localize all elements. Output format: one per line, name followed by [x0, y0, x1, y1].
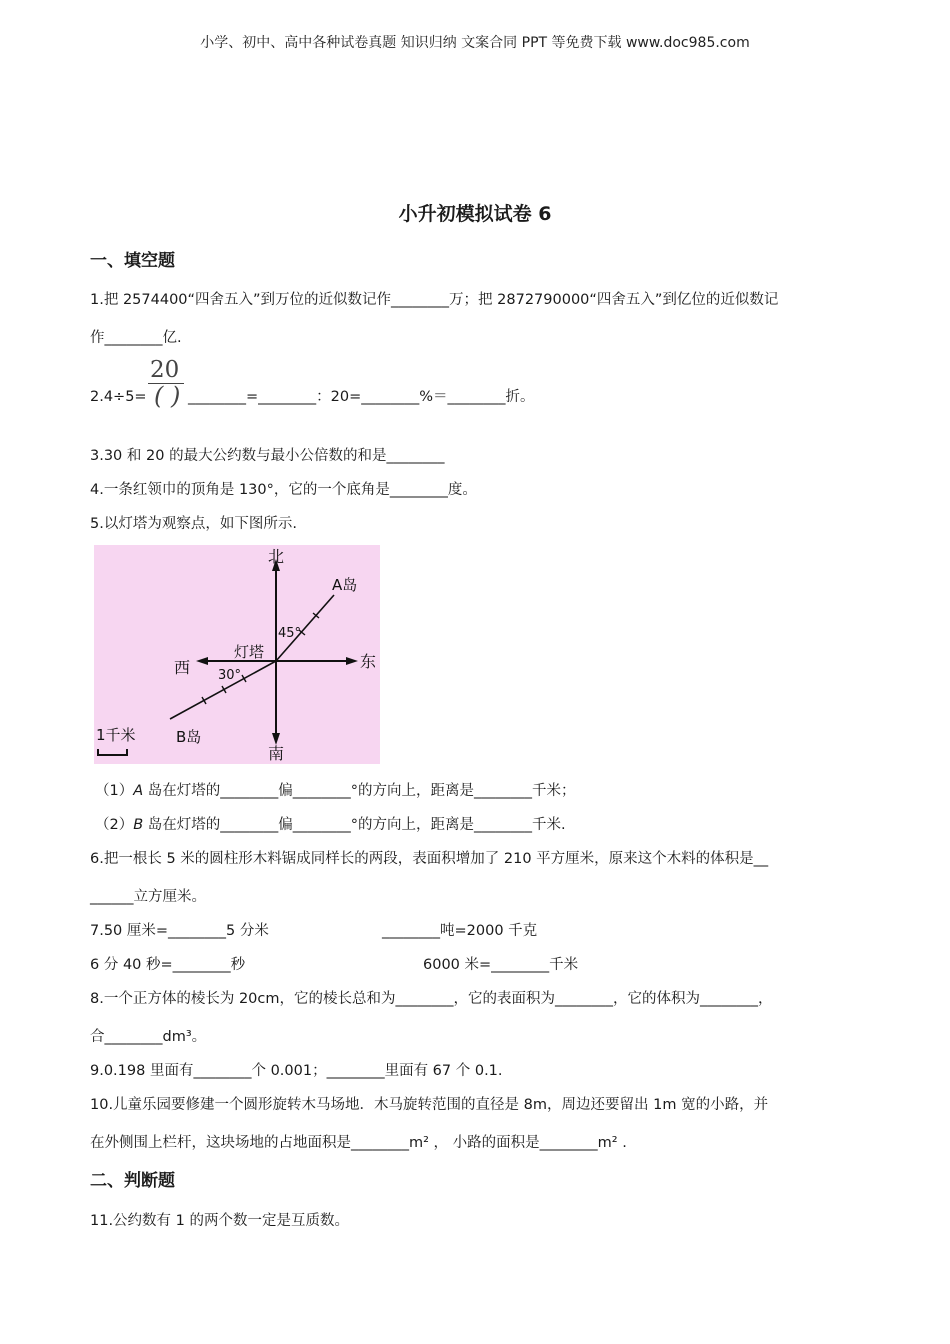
question-1-line-1: 1.把 2574400“四舍五入”到万位的近似数记作________万；把 2872790000“四舍五入”到亿位的近似数记 — [90, 292, 779, 308]
sub-2-number: （2） — [95, 817, 134, 833]
fraction-denominator: ( ) — [154, 382, 181, 410]
question-7-a: 7.50 厘米=________5 分米 — [90, 923, 269, 939]
fraction-numerator: 20 — [150, 357, 180, 383]
sub-1-letter: A — [133, 783, 144, 799]
sub-2-letter: B — [133, 817, 144, 833]
question-8-line-2: 合________dm³。 — [90, 1029, 207, 1045]
question-1-line-2: 作________亿. — [90, 330, 182, 346]
b-island-label: B岛 — [176, 728, 202, 746]
section-judge-heading: 二、判断题 — [90, 1171, 175, 1191]
sub-2-text: 岛在灯塔的________偏________°的方向上，距离是________千米. — [143, 817, 566, 833]
question-7-b: ________吨=2000 千克 — [382, 923, 538, 939]
question-2-rest: ________=________：20=________%＝________折。 — [188, 389, 535, 405]
question-11: 11.公约数有 1 的两个数一定是互质数。 — [90, 1213, 350, 1229]
question-2-fraction — [146, 357, 186, 410]
question-4: 4.一条红领巾的顶角是 130°，它的一个底角是________度。 — [90, 482, 477, 498]
question-5-sub-1 — [95, 781, 576, 801]
south-label: 南 — [268, 744, 285, 763]
question-5-sub-2 — [95, 815, 566, 835]
question-8-line-1: 8.一个正方体的棱长为 20cm，它的棱长总和为________，它的表面积为________，它的体积为________， — [90, 991, 773, 1007]
question-10-line-1: 10.儿童乐园要修建一个圆形旋转木马场地．木马旋转范围的直径是 8m，周边还要留出 1m 宽的小路，并 — [90, 1097, 769, 1113]
lighthouse-label: 灯塔 — [234, 643, 265, 661]
lighthouse-direction-diagram — [94, 545, 380, 764]
sub-1-number: （1） — [95, 783, 134, 799]
east-label: 东 — [360, 652, 377, 671]
question-3: 3.30 和 20 的最大公约数与最小公倍数的和是________ — [90, 448, 445, 464]
section-fill-heading: 一、填空题 — [90, 251, 175, 271]
question-7-c: 6 分 40 秒=________秒 — [90, 957, 246, 973]
question-10-line-2: 在外侧围上栏杆，这块场地的占地面积是________m² ， 小路的面积是________m² . — [90, 1135, 627, 1151]
question-9: 9.0.198 里面有________个 0.001；________里面有 67 个 0.1. — [90, 1063, 503, 1079]
a-island-label: A岛 — [332, 576, 358, 594]
angle-a-label: 45° — [278, 626, 302, 641]
sub-1-text: 岛在灯塔的________偏________°的方向上，距离是________千米； — [143, 783, 576, 799]
page-title: 小升初模拟试卷 6 — [398, 203, 552, 225]
west-label: 西 — [174, 658, 191, 677]
question-7-d: 6000 米=________千米 — [423, 957, 579, 973]
question-5-stem: 5.以灯塔为观察点，如下图所示. — [90, 516, 297, 532]
question-6-line-1: 6.把一根长 5 米的圆柱形木料锯成同样长的两段，表面积增加了 210 平方厘米，原来这个木料的体积是__ — [90, 851, 769, 867]
question-2-prefix: 2.4÷5= — [90, 389, 147, 405]
angle-b-label: 30° — [218, 668, 242, 683]
scale-label: 1千米 — [96, 726, 136, 744]
north-label: 北 — [268, 547, 285, 566]
page-header: 小学、初中、高中各种试卷真题 知识归纳 文案合同 PPT 等免费下载 www.doc985.com — [200, 35, 750, 51]
question-6-line-2: ______立方厘米。 — [90, 889, 206, 905]
